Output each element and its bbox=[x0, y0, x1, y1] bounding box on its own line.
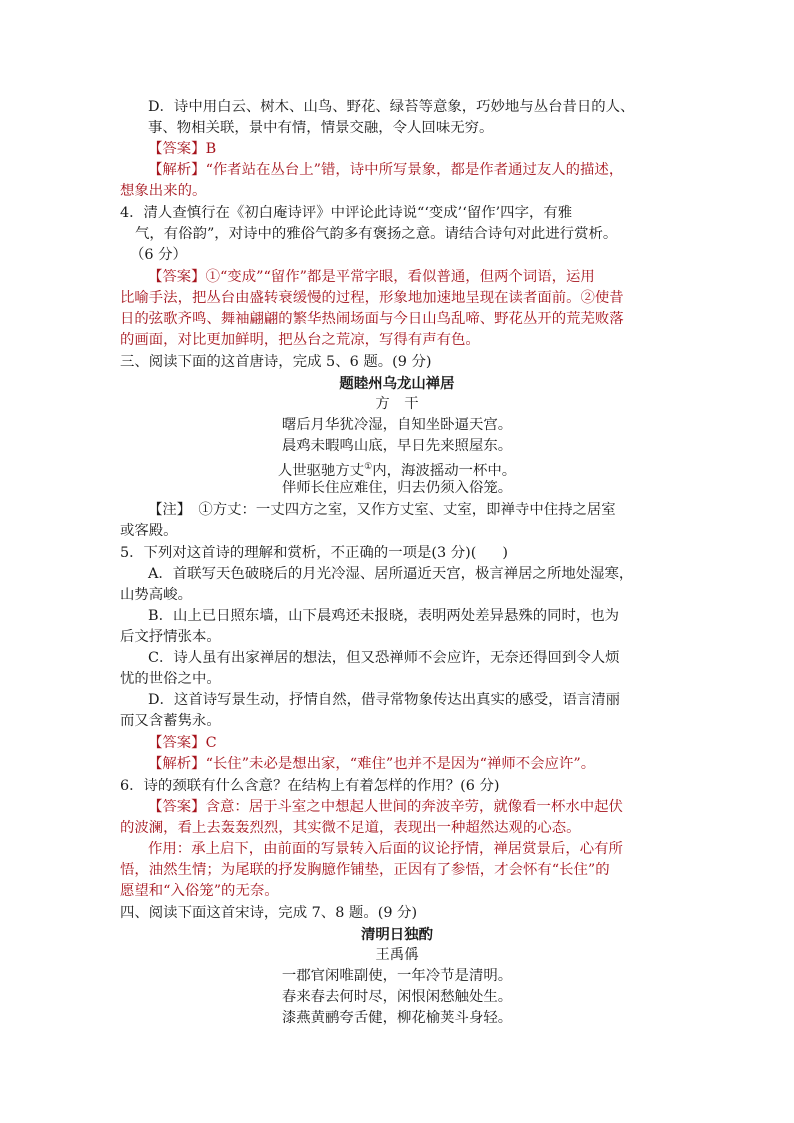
q4-answer-line1: 【答案】①“变成”“留作”都是平常字眼，看似普通，但两个词语，运用 bbox=[148, 269, 595, 285]
q5-option-d-line2: 而又含蓄隽永。 bbox=[120, 713, 221, 729]
q5-stem-end: ) bbox=[502, 545, 508, 561]
q5-option-d-line1: D．这首诗写景生动，抒情自然，借寻常物象传达出真实的感受，语言清丽 bbox=[148, 692, 621, 708]
q5-stem bbox=[120, 543, 508, 564]
poem2-title: 清明日独酌 bbox=[361, 926, 433, 943]
q3-option-d-line1: D．诗中用白云、树木、山鸟、野花、绿苔等意象，巧妙地与丛台昔日的人、 bbox=[148, 99, 635, 115]
q6-answer-line3: 作用：承上启下，由前面的写景转入后面的议论抒情，禅居赏景后，心有所 bbox=[148, 841, 623, 857]
poem1-author: 方 干 bbox=[375, 396, 419, 412]
q6-answer-line4: 悟，油然生情；为尾联的抒发胸臆作铺垫，正因有了参悟，才会怀有“长住”的 bbox=[120, 862, 610, 878]
q3-analysis-line1: 【解析】“作者站在丛台上”错，诗中所写景象，都是作者通过友人的描述， bbox=[148, 162, 624, 178]
poem2-line2: 春来春去何时尽，闲恨闲愁触处生。 bbox=[281, 989, 513, 1005]
poem1-title: 题睦州乌龙山禅居 bbox=[339, 375, 455, 392]
poem1-line1: 曙后月华犹冷湿，自知坐卧逼天宫。 bbox=[281, 417, 513, 433]
poem1-line3-part1: 人世驱驰方丈 bbox=[277, 462, 365, 479]
q4-answer-line3: 日的弦歌齐鸣、舞袖翩翩的繁华热闹场面与今日山鸟乱啼、野花丛开的荒芜败落 bbox=[120, 311, 624, 327]
q6-answer-line5: 愿望和“入俗笼”的无奈。 bbox=[120, 883, 279, 899]
footnote-marker: ① bbox=[364, 462, 373, 472]
q6-answer-line1: 【答案】含意：居于斗室之中想起人世间的奔波辛劳，就像看一杯水中起伏 bbox=[148, 799, 623, 815]
q5-option-b-line1: B．山上已日照东墙，山下晨鸡还未报晓，表明两处差异悬殊的同时，也为 bbox=[148, 608, 620, 624]
poem1-line2: 晨鸡未暇鸣山底，早日先来照屋东。 bbox=[281, 438, 513, 454]
q4-stem-line2: 气，有俗韵”，对诗中的雅俗气韵多有褒扬之意。请结合诗句对此进行赏析。 bbox=[135, 226, 618, 242]
q5-stem-text: 5．下列对这首诗的理解和赏析，不正确的一项是(3 分)( bbox=[120, 545, 477, 561]
poem2-line3: 漆燕黄鹂夸舌健，柳花榆荚斗身轻。 bbox=[281, 1010, 513, 1026]
poem2-author: 王禹偁 bbox=[375, 947, 419, 963]
poem1-line4: 伴师长住应难住，归去仍须入俗笼。 bbox=[281, 480, 513, 496]
note-line2: 或客殿。 bbox=[120, 523, 178, 539]
q5-option-c-line2: 忧的世俗之中。 bbox=[120, 671, 221, 687]
q4-answer-line2: 比喻手法，把丛台由盛转衰缓慢的过程，形象地加速地呈现在读者面前。②使昔 bbox=[120, 290, 624, 306]
note-line1: 【注】 ①方丈：一丈四方之室，又作方丈室、丈室，即禅寺中住持之居室 bbox=[148, 502, 616, 518]
poem1-line3-part2: 内，海波摇动一杯中。 bbox=[372, 462, 517, 479]
q4-stem-line1: 4．清人查慎行在《初白庵诗评》中评论此诗说“‘变成’‘留作’四字，有雅 bbox=[120, 205, 573, 221]
q3-option-d-line2: 事、物相关联，景中有情，情景交融，令人回味无穷。 bbox=[148, 120, 494, 136]
q6-stem: 6．诗的颈联有什么含意？在结构上有着怎样的作用？(6 分) bbox=[120, 778, 500, 794]
q5-analysis: 【解析】“长住”未必是想出家，“难住”也并不是因为“禅师不会应许”。 bbox=[148, 756, 596, 772]
q6-answer-line2: 的波澜，看上去轰轰烈烈，其实微不足道，表现出一种超然达观的心态。 bbox=[120, 820, 581, 836]
section-three-heading: 三、阅读下面的这首唐诗，完成 5、6 题。(9 分) bbox=[120, 354, 432, 370]
q5-option-a-line1: A．首联写天色破晓后的月光冷湿、居所逼近天宫，极言禅居之所地处湿寒， bbox=[148, 566, 634, 582]
q5-option-b-line2: 后文抒情张本。 bbox=[120, 629, 221, 645]
q5-option-c-line1: C．诗人虽有出家禅居的想法，但又恐禅师不会应许，无奈还得回到令人烦 bbox=[148, 650, 620, 666]
q3-answer: 【答案】B bbox=[148, 141, 217, 157]
q5-answer: 【答案】C bbox=[148, 735, 217, 751]
q4-answer-line4: 的画面，对比更加鲜明，把丛台之荒凉，写得有声有色。 bbox=[120, 332, 480, 348]
section-four-heading: 四、阅读下面这首宋诗，完成 7、8 题。(9 分) bbox=[120, 905, 418, 921]
poem2-line1: 一郡官闲唯副使，一年冷节是清明。 bbox=[281, 968, 513, 984]
q3-analysis-line2: 想象出来的。 bbox=[120, 183, 207, 199]
q5-option-a-line2: 山势高峻。 bbox=[120, 587, 192, 603]
q4-score: （6 分） bbox=[130, 247, 187, 263]
